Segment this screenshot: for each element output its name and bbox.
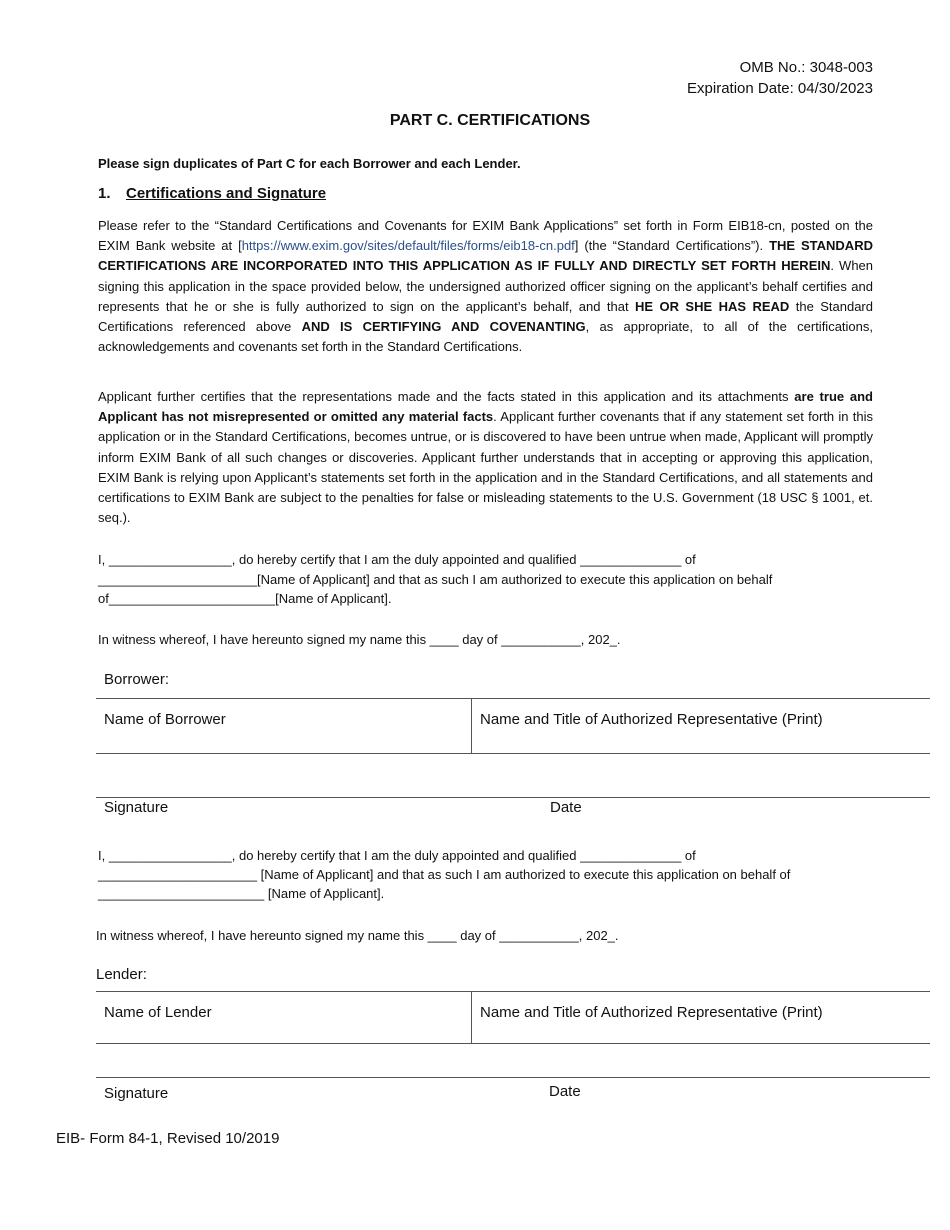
para1-bold-2: HE OR SHE HAS READ — [635, 298, 790, 314]
para2-text-2: . Applicant further covenants that if any statement set forth in this application or in the Standard Certifications, becomes untrue, or is discovered to have been untrue when made, Applicant will promptly inform EXIM Bank of all such changes or discoveries. Applicant further understands that in accepting or approving this application, EXIM Bank is relying upon Applicant’s statements set forth in the application and in the Standard Certifications, and all statements and certifications to EXIM Bank are subject to the penalties for false or misleading statements to the U.S. Government (18 USC § 1001, et. seq.). — [98, 409, 873, 526]
lender-signature-label: Signature — [104, 1085, 169, 1102]
para1-text-5: , as appropriate, to all of the certifications, acknowledgements and covenants set forth in the Standard Certifications. — [98, 319, 873, 355]
para2-text-1: Applicant further certifies that the representations made and the facts stated in this application and its attachments — [98, 389, 795, 404]
para1-bold-3: AND IS CERTIFYING AND COVENANTING — [301, 319, 586, 335]
standard-certifications-link[interactable]: https://www.exim.gov/sites/default/files/forms/eib18-cn.pdf — [241, 238, 575, 254]
borrower-table-bottom-border — [96, 753, 930, 754]
certification-paragraph-1 — [98, 216, 873, 357]
omb-header — [687, 57, 873, 99]
name-of-borrower-label: Name of Borrower — [104, 711, 226, 728]
borrower-date-label: Date — [550, 799, 582, 816]
lender-rep-label: Name and Title of Authorized Representative (Print) — [480, 1004, 823, 1021]
borrower-cert-line-2: ______________________[Name of Applicant] and that as such I am authorized to execute this application on behalf — [98, 572, 773, 587]
lender-cert-line-3: _______________________ [Name of Applicant]. — [98, 886, 385, 901]
sign-note: Please sign duplicates of Part C for each Borrower and each Lender. — [98, 156, 521, 171]
section-number: 1. — [98, 185, 111, 202]
section-heading — [98, 185, 326, 202]
lender-table-divider — [471, 991, 472, 1043]
lender-signature-line — [96, 1077, 930, 1078]
para1-text-3: . When signing this application in the space provided below, the undersigned authorized officer signing on the applicant’s behalf certifies and represents that he or she is fully authorized to sign on the applicant’s behalf, and that — [98, 258, 874, 314]
borrower-rep-label: Name and Title of Authorized Representative (Print) — [480, 711, 823, 728]
para2-bold-1: are true and Applicant has not misrepresented or omitted any material facts — [98, 389, 873, 425]
lender-table-bottom-border — [96, 1043, 930, 1044]
para1-text-1: Please refer to the “Standard Certifications and Covenants for EXIM Bank Applications” set forth in Form EIB18-cn, posted on the EXIM Bank website at [ — [98, 218, 873, 254]
para1-bold-1: THE STANDARD CERTIFICATIONS ARE INCORPORATED INTO THIS APPLICATION AS IF FULLY AND DIRECTLY SET FORTH HEREIN — [98, 238, 873, 274]
para1-text-4: the Standard Certifications referenced above — [98, 298, 873, 335]
page-title: PART C. CERTIFICATIONS — [389, 112, 591, 129]
lender-date-label: Date — [549, 1083, 581, 1100]
lender-cert-line-1: I, _________________, do hereby certify that I am the duly appointed and qualified ______________ of — [98, 848, 696, 863]
borrower-table-top-border — [96, 698, 930, 699]
borrower-table-divider — [471, 698, 472, 753]
lender-heading: Lender: — [96, 966, 147, 983]
section-title: Certifications and Signature — [126, 185, 327, 202]
expiration-date: Expiration Date: 04/30/2023 — [687, 80, 873, 97]
borrower-heading: Borrower: — [104, 671, 170, 688]
lender-witness-line: In witness whereof, I have hereunto signed my name this ____ day of ___________, 202_. — [96, 928, 619, 943]
name-of-lender-label: Name of Lender — [104, 1004, 212, 1021]
borrower-signature-line — [96, 797, 930, 798]
form-footer: EIB- Form 84-1, Revised 10/2019 — [56, 1130, 280, 1147]
borrower-signature-label: Signature — [104, 799, 169, 816]
para1-text-2: ] (the “Standard Certifications”). — [574, 238, 770, 254]
omb-number: OMB No.: 3048-003 — [739, 59, 873, 76]
certification-paragraph-2 — [98, 387, 873, 528]
borrower-cert-line-3: of_______________________[Name of Applicant]. — [98, 591, 392, 606]
borrower-cert-line-1: I, _________________, do hereby certify that I am the duly appointed and qualified ______________ of — [98, 552, 696, 567]
borrower-witness-line: In witness whereof, I have hereunto signed my name this ____ day of ___________, 202_. — [98, 632, 621, 647]
lender-table-top-border — [96, 991, 930, 992]
lender-cert-line-2: ______________________ [Name of Applicant] and that as such I am authorized to execute this application on behalf of — [98, 867, 791, 882]
